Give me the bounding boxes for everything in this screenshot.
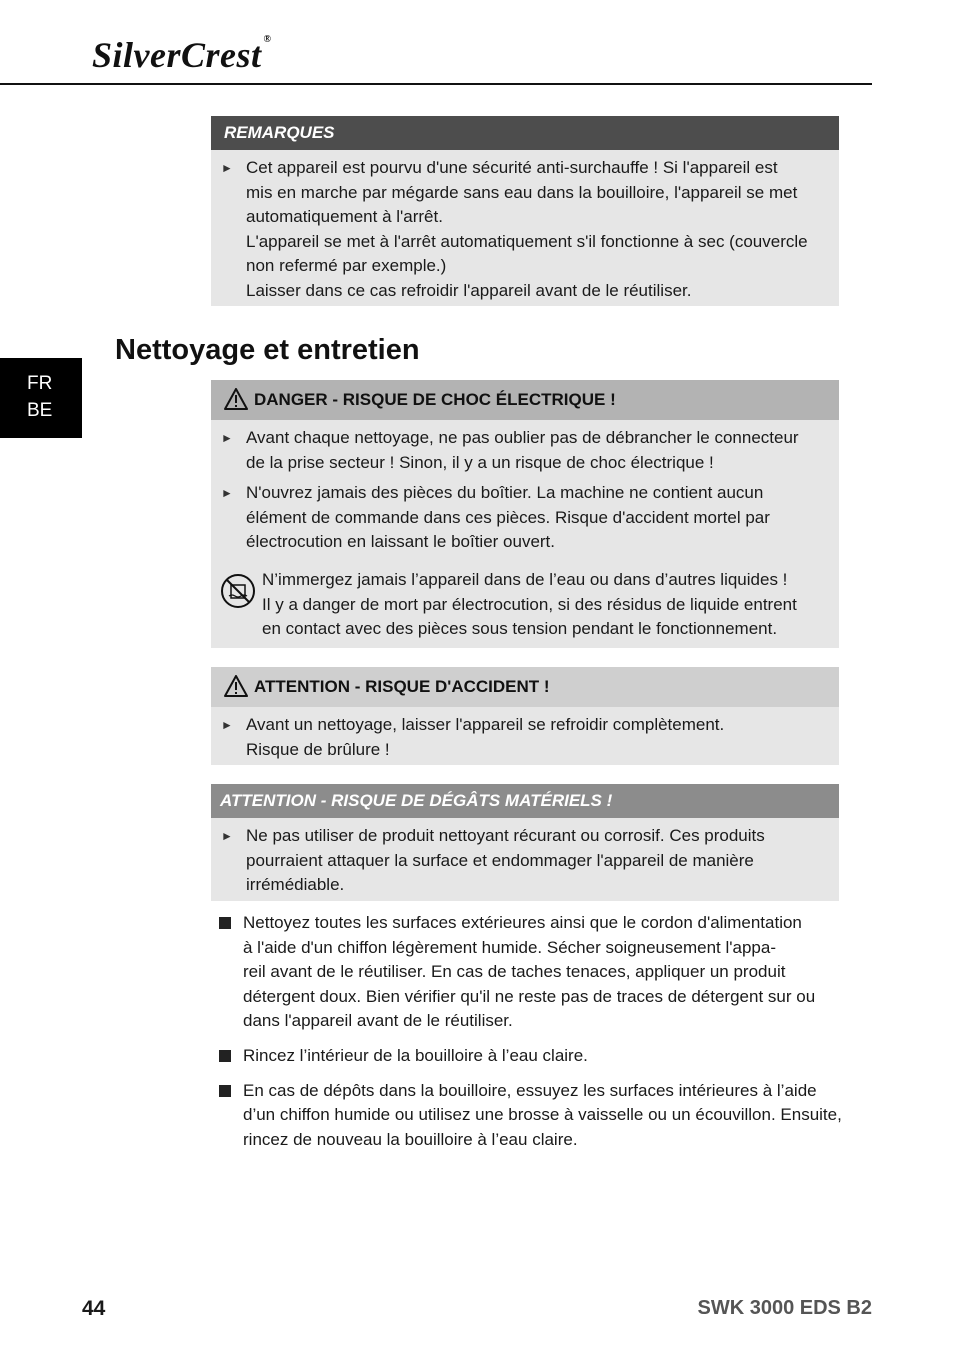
square-bullet-icon xyxy=(219,1085,231,1097)
list-item: ► N'ouvrez jamais des pièces du boîtier. La machine ne contient aucun élément de commande dans ces pièces. Risque d'accident mortel par électrocution en laissant le boîtier ouvert. xyxy=(221,483,770,552)
arrow-bullet-icon: ► xyxy=(221,829,233,843)
model-number: SWK 3000 EDS B2 xyxy=(697,1297,872,1319)
arrow-bullet-icon: ► xyxy=(221,161,233,175)
language-code-be: BE xyxy=(27,400,53,421)
attention-accident-box xyxy=(211,667,839,765)
no-immersion-icon xyxy=(220,573,256,609)
warning-triangle-icon xyxy=(224,388,248,410)
list-item: Rincez l’intérieur de la bouilloire à l’eau claire. xyxy=(217,1044,842,1069)
square-bullet-icon xyxy=(219,1050,231,1062)
page-number: 44 xyxy=(82,1297,106,1320)
list-item: ► Ne pas utiliser de produit nettoyant récurant ou corrosif. Ces produits pourraient attaquer la surface et endommager l'appareil de manière irrémédiable. xyxy=(221,826,765,895)
danger-box xyxy=(211,380,839,648)
square-bullet-icon xyxy=(219,917,231,929)
arrow-bullet-icon: ► xyxy=(221,718,233,732)
list-item: En cas de dépôts dans la bouilloire, essuyez les surfaces intérieures à l’aide d’un chiffon humide ou utilisez une brosse à vaisselle ou un écouvillon. Ensuite, rincez de nouveau la bouilloire à l’eau claire. xyxy=(217,1079,842,1153)
warning-triangle-icon xyxy=(224,675,248,697)
list-item: Nettoyez toutes les surfaces extérieures ainsi que le cordon d'alimentation à l'aide d'un chiffon légèrement humide. Sécher soigneusement l'appa- reil avant de le réutiliser. En cas de taches tenaces, appliquer un produit détergent doux. Bien vérifier qu'il ne reste pas de traces de détergent sur ou dans l'appareil avant de le réutiliser. xyxy=(217,911,842,1034)
arrow-bullet-icon: ► xyxy=(221,486,233,501)
danger-heading: DANGER - RISQUE DE CHOC ÉLECTRIQUE ! xyxy=(211,380,839,420)
list-item: ► Cet appareil est pourvu d'une sécurité anti-surchauffe ! Si l'appareil est mis en marche par mégarde sans eau dans la bouilloire, l'appareil se met automatiquement à l'arrêt. L'appareil se met à l'arrêt automatiquement s'il fonctionne à sec (couvercle non refermé par exemple.) Laisser dans ce cas refroidir l'appareil avant de le réutiliser. xyxy=(221,158,808,300)
language-tab xyxy=(0,358,82,438)
language-code-fr: FR xyxy=(27,373,53,394)
cleaning-steps xyxy=(217,911,842,1152)
list-item: ► Avant chaque nettoyage, ne pas oublier pas de débrancher le connecteur de la prise secteur ! Sinon, il y a un risque de choc électrique ! xyxy=(221,428,799,472)
attention-accident-heading: ATTENTION - RISQUE D'ACCIDENT ! xyxy=(211,667,839,707)
attention-materiel-heading: ATTENTION - RISQUE DE DÉGÂTS MATÉRIELS ! xyxy=(211,784,839,818)
brand-logo: SilverCrest ® xyxy=(92,34,272,75)
remarques-heading: REMARQUES xyxy=(211,116,839,150)
section-title: Nettoyage et entretien xyxy=(115,334,420,366)
immersion-warning: N’immergez jamais l’appareil dans de l’eau ou dans d’autres liquides ! Il y a danger de mort par électrocution, si des résidus de liquide entrent en contact avec des pièces sous tension pendant le fonctionnement. xyxy=(211,568,839,642)
arrow-bullet-icon: ► xyxy=(221,431,233,445)
attention-materiel-box xyxy=(211,784,839,901)
remarques-box xyxy=(211,116,839,306)
list-item: ► Avant un nettoyage, laisser l'appareil se refroidir complètement. Risque de brûlure ! xyxy=(221,715,725,759)
header-rule xyxy=(0,83,872,85)
